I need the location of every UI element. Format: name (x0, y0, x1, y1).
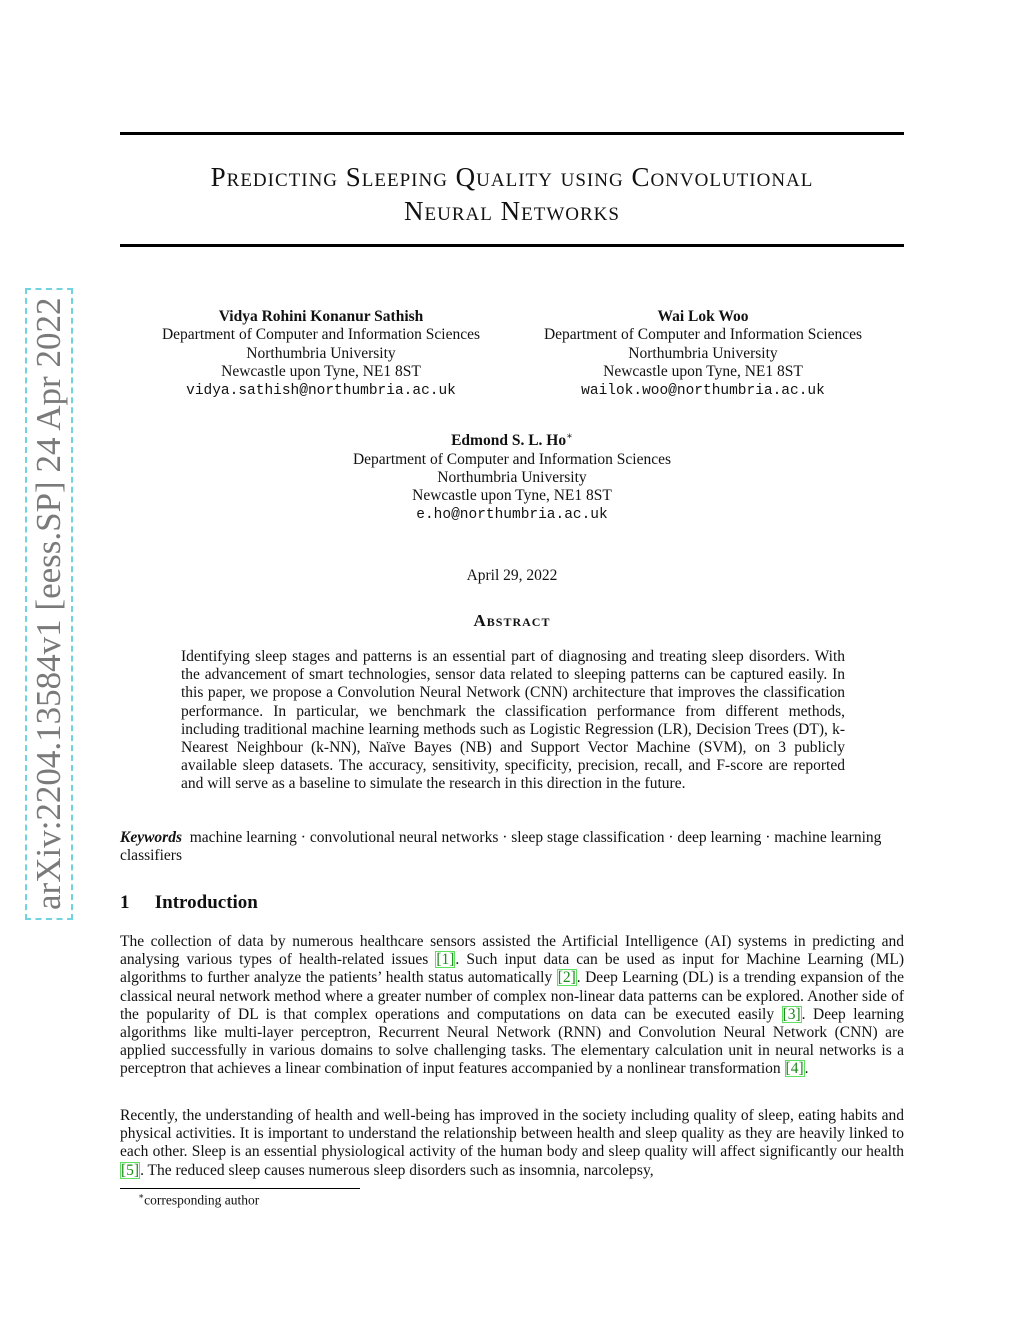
text-run: . The reduced sleep causes numerous sleep disorders such as insomnia, narcolepsy, (140, 1161, 654, 1179)
author-name: Vidya Rohini Konanur Sathish (218, 308, 424, 325)
author-name-text: Edmond S. L. Ho (451, 432, 567, 450)
citation-link[interactable]: [4] (785, 1060, 804, 1078)
text-run: Recently, the understanding of health and well-being has improved in the society including quality of sleep, eating habits and physical activities. It is important to understand the relationship between health and sleep quality as they are heavily linked to each other. Sleep is an essential physiological activity of the human body and sleep quality will affect significantly our health (120, 1107, 904, 1161)
keywords-label: Keywords (120, 829, 182, 846)
author-univ: Northumbria University (628, 344, 778, 362)
section-heading (120, 892, 258, 914)
author-dept: Department of Computer and Information Sciences (352, 450, 672, 468)
text-run: . Deep learning algorithms like multi-layer perceptron, Recurrent Neural Network (RNN) and Convolution Neural Network (CNN) are applied successfully in various domains to solve challenging tasks. The elementary calculation unit in neural networks is a perceptron that achieves a linear combination of input features accompanied by a nonlinear transformation (120, 1005, 904, 1078)
text-run: The collection of data by numerous healthcare sensors assisted the Artificial Intelligence (AI) systems in predicting and analysing various types of health-related issues (120, 933, 904, 969)
title-line-1: Predicting Sleeping Quality using Convolutional (210, 162, 814, 192)
author-address: Newcastle upon Tyne, NE1 8ST (603, 363, 803, 381)
title-top-rule (120, 132, 904, 135)
abstract-text: Identifying sleep stages and patterns is an essential part of diagnosing and treating sleep disorders. With the advancement of smart technologies, sensor data related to sleeping patterns can be captured easily. In this paper, we propose a Convolution Neural Network (CNN) architecture that improves the classification performance. In particular, we benchmark the classification performance from different methods, including traditional machine learning methods such as Logistic Regression (LR), Decision Trees (DT), k-Nearest Neighbour (k-NN), Naïve Bayes (NB) and Support Vector Machine (SVM), on 3 publicly available sleep datasets. The accuracy, sensitivity, specificity, precision, recall, and F-score are reported and will serve as a baseline to simulate the research in this direction in the future. (181, 648, 845, 793)
author-address: Newcastle upon Tyne, NE1 8ST (412, 487, 612, 505)
abstract-heading: Abstract (473, 611, 551, 630)
author-email[interactable]: vidya.sathish@northumbria.ac.uk (186, 382, 456, 399)
author-name (312, 428, 712, 451)
author-dept: Department of Computer and Information Sciences (543, 326, 863, 344)
footnote-mark: ∗ (138, 1191, 145, 1201)
paper-date: April 29, 2022 (466, 567, 558, 584)
footnote (138, 1191, 259, 1209)
author-block-2 (502, 308, 904, 400)
author-email[interactable]: wailok.woo@northumbria.ac.uk (581, 382, 825, 399)
author-dept: Department of Computer and Information Sciences (161, 326, 481, 344)
footnote-rule (120, 1188, 360, 1189)
intro-paragraph-1 (120, 933, 904, 1079)
author-address: Newcastle upon Tyne, NE1 8ST (221, 363, 421, 381)
citation-link[interactable]: [1] (436, 951, 455, 969)
intro-paragraph-2 (120, 1107, 904, 1180)
author-univ: Northumbria University (437, 468, 587, 486)
section-number: 1 (120, 892, 130, 913)
citation-link[interactable]: [5] (121, 1161, 140, 1179)
author-name: Wai Lok Woo (657, 308, 749, 325)
author-block-3 (312, 428, 712, 524)
title-bottom-rule (120, 244, 904, 247)
section-title: Introduction (154, 892, 258, 913)
author-univ: Northumbria University (246, 344, 396, 362)
title-line-2: Neural Networks (404, 196, 620, 226)
citation-link[interactable]: [2] (557, 969, 576, 987)
text-run: . Such input data can be used as input for Machine Learning (ML) algorithms to further analyze the patients’ health status automatically (120, 951, 904, 987)
footnote-text: corresponding author (144, 1192, 260, 1208)
author-email[interactable]: e.ho@northumbria.ac.uk (416, 506, 608, 523)
corresponding-mark[interactable]: ∗ (566, 431, 573, 442)
paper-title (120, 160, 904, 228)
text-run: . Deep Learning (DL) is a trending expansion of the classical neural network method where a greater number of complex non-linear data patterns can be explored. Another side of the popularity of DL is that complex operations and computations on data can be executed easily (120, 969, 905, 1023)
citation-link[interactable]: [3] (782, 1005, 801, 1023)
author-block-1 (120, 308, 522, 400)
keywords (120, 829, 904, 865)
arxiv-identifier[interactable]: arXiv:2204.13584v1 [eess.SP] 24 Apr 2022 (25, 288, 73, 920)
text-run: . (804, 1060, 809, 1078)
keywords-text: machine learning · convolutional neural networks · sleep stage classification · deep learning · machine learning classifiers (120, 829, 882, 865)
